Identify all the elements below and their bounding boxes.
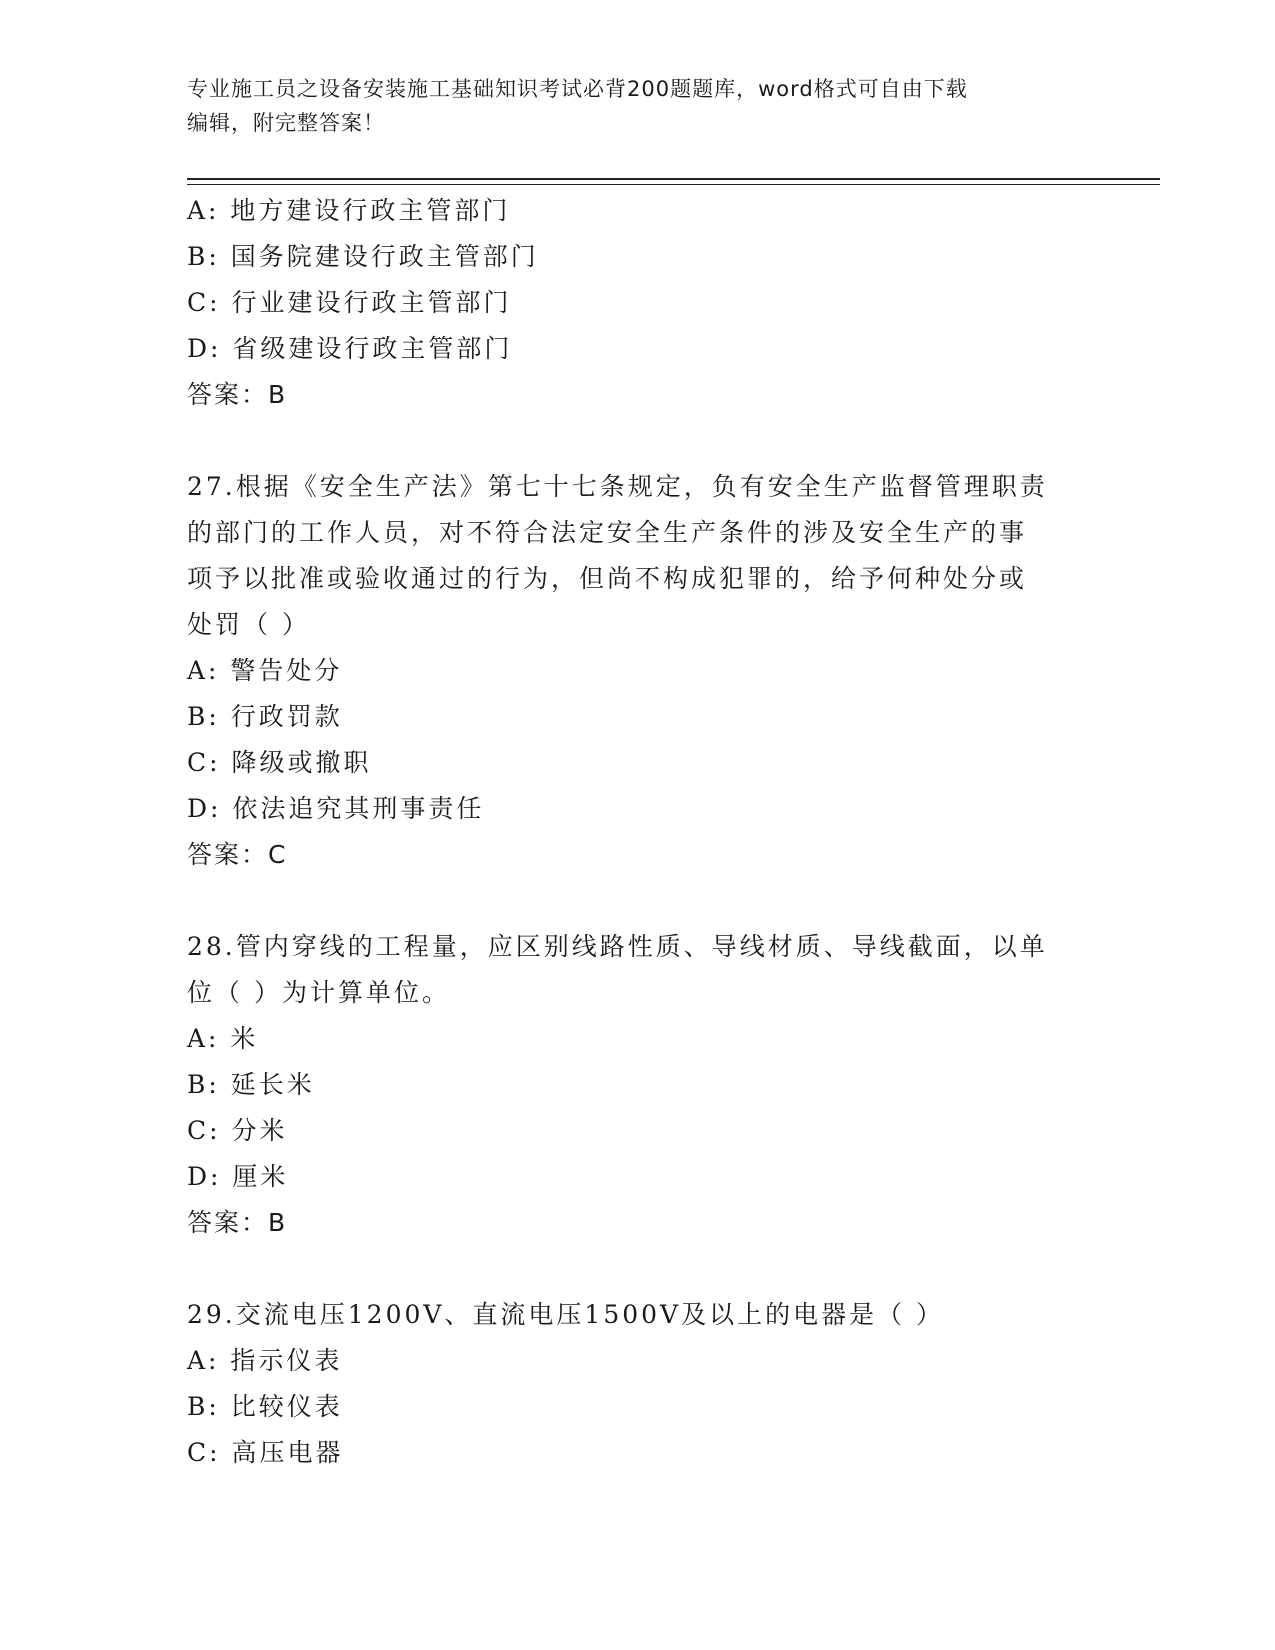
header-title-line-1: 专业施工员之设备安装施工基础知识考试必背200题题库，word格式可自由下载 [187,77,968,101]
option-d: D: 厘米 [187,1162,289,1191]
question-text: 的部门的工作人员，对不符合法定安全生产条件的涉及安全生产的事 [187,518,1028,547]
option-b: B: 比较仪表 [187,1392,343,1421]
option-a: A: 警告处分 [187,656,343,685]
question-text: 29.交流电压1200V、直流电压1500V及以上的电器是（ ） [187,1300,945,1329]
option-d: D: 依法追究其刑事责任 [187,794,485,823]
option-d: D: 省级建设行政主管部门 [187,334,513,363]
option-a: A: 米 [187,1024,259,1053]
question-text: 27.根据《安全生产法》第七十七条规定，负有安全生产监督管理职责 [187,472,1048,501]
spacer [187,418,1087,464]
spacer [187,1246,1087,1292]
question-28 [187,924,1087,1246]
option-c: C: 降级或撤职 [187,748,372,777]
option-b: B: 国务院建设行政主管部门 [187,242,539,271]
document-header [187,72,1087,140]
option-a: A: 指示仪表 [187,1346,343,1375]
question-29 [187,1292,1087,1476]
question-text: 位（ ）为计算单位。 [187,978,450,1007]
option-b: B: 延长米 [187,1070,315,1099]
header-title-line-2: 编辑，附完整答案！ [187,111,385,135]
option-a: A: 地方建设行政主管部门 [187,196,511,225]
option-c: C: 高压电器 [187,1438,344,1467]
question-text: 28.管内穿线的工程量，应区别线路性质、导线材质、导线截面，以单 [187,932,1048,961]
answer: 答案：C [187,840,288,869]
question-26-continued [187,188,1087,418]
header-divider-thick [187,178,1160,180]
option-b: B: 行政罚款 [187,702,343,731]
header-divider-thin [187,184,1160,185]
question-text: 处罚（ ） [187,610,310,639]
question-27 [187,464,1087,878]
question-content [187,188,1087,1476]
spacer [187,878,1087,924]
answer: 答案：B [187,380,288,409]
question-text: 项予以批准或验收通过的行为，但尚不构成犯罪的，给予何种处分或 [187,564,1028,593]
option-c: C: 分米 [187,1116,288,1145]
answer: 答案：B [187,1208,288,1237]
option-c: C: 行业建设行政主管部门 [187,288,512,317]
